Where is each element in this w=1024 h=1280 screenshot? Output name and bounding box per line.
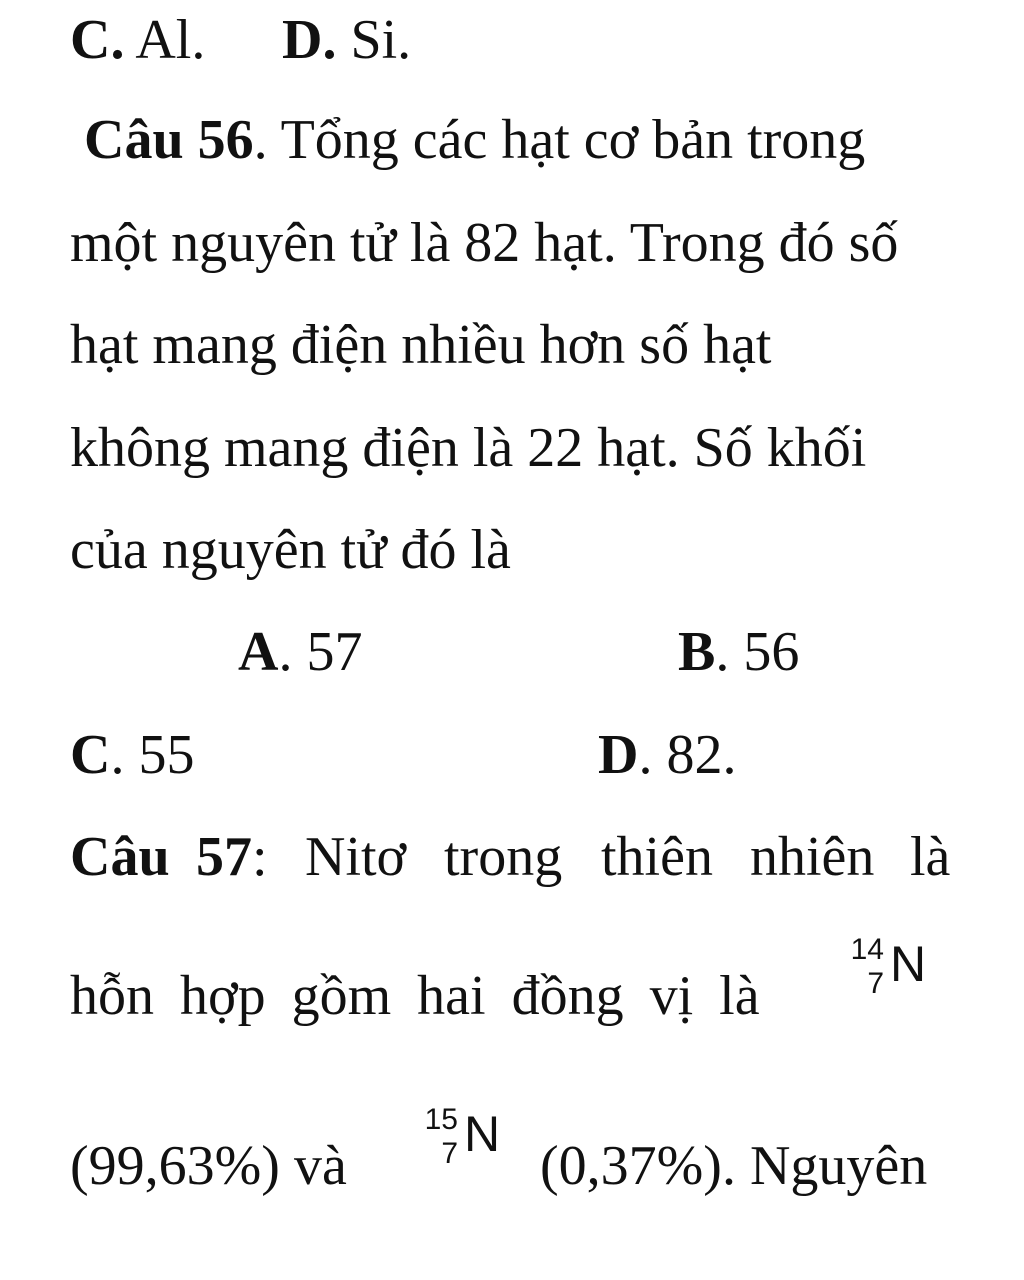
q57-label-number: 57: [196,826,268,888]
isotope-mass-number: 14 [850,933,884,966]
q57-label: Câu [70,826,170,888]
q57-line-2: hỗn hợp gồm hai đồng vị là [70,965,760,1027]
q57-word: trong [444,826,563,888]
q57-word: nhiên [750,826,875,888]
q57-word: là [910,826,951,888]
q56-line-3: hạt mang điện nhiều hơn số hạt [70,314,772,376]
q57-word: thiên [601,826,713,888]
q56-option-a: A. 57 [238,621,363,683]
q57-word: Nitơ [305,826,407,888]
q56-option-d: D. 82. [598,724,737,786]
q56-line-4: không mang điện là 22 hạt. Số khối [70,417,867,479]
isotope-mass-number: 15 [424,1103,458,1136]
q56-line-5: của nguyên tử đó là [70,519,511,581]
q57-line-3-before: (99,63%) và [70,1135,347,1197]
q56-line-2: một nguyên tử là 82 hạt. Trong đó số [70,212,899,274]
prev-option-d: D. Si. [282,9,412,71]
isotope-symbol: N [464,1106,501,1162]
q56-label: Câu 56 [84,109,254,171]
q56-option-b: B. 56 [678,621,800,683]
isotope-atomic-number: 7 [867,967,884,1000]
q57-line-3-after: (0,37%). Nguyên [540,1135,928,1197]
q56-line-1: Câu 56. Tổng các hạt cơ bản trong [84,109,866,171]
prev-option-c: C. Al. [70,9,206,71]
isotope-symbol: N [890,936,927,992]
q56-option-c: C. 55 [70,724,195,786]
isotope-atomic-number: 7 [441,1137,458,1170]
